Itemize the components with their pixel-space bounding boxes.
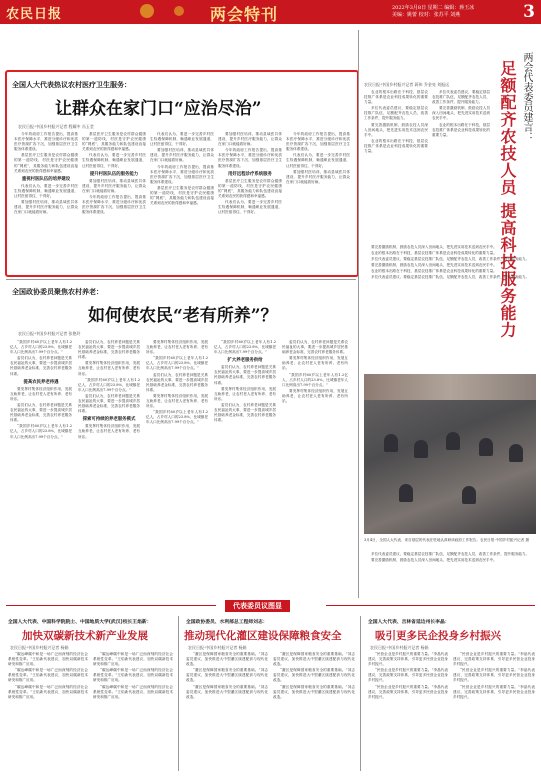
paragraph: 要完善激励机制，鼓励农技人员深入田间地头，把先进实用技术送到农民手中。	[364, 122, 428, 137]
paragraph: “民营企业是乡村振兴的重要力量。”李晶代表建议，完善政策支持体系，引导更多民营企业投身乡村振兴。	[453, 684, 535, 699]
page-number: 3	[523, 2, 535, 22]
paragraph: “我国乡村60岁以上老年人有1.2亿人，占乡村人口的23.8%，比城镇老年人口比例高出7.99个百分点。”	[10, 340, 72, 355]
bottom2-headline: 推动现代化灌区建设保障粮食安全	[184, 630, 342, 642]
article3-headline: 足额配齐农技人员 提高科技服务能力	[498, 60, 517, 339]
bottom3-kicker: 全国人大代表、吉林省延边州长李晶：	[368, 620, 450, 625]
newspaper-logo: 农民日报	[6, 7, 63, 22]
paragraph: 要发挥村集体经济组织作用，发展互助养老，让农村老人老有所养、老有所乐。	[282, 356, 348, 371]
paragraph: “碳达峰碳中和是一场广泛而深刻的经济社会系统性变革。”王焰新代表建议，加快双碳新技术研发和推广应用。	[93, 668, 173, 683]
band-rule	[326, 605, 535, 606]
header-meta	[392, 5, 504, 19]
bottom3-column	[453, 652, 535, 770]
bottom2-column	[273, 652, 355, 770]
paragraph: 要发挥村集体经济组织作用，发展互助养老，让农村老人老有所养、老有所乐。	[282, 388, 348, 404]
paragraph: “灌区是保障国家粮食安全的重要基础。”刘志委员建议，加快推进大中型灌区续建配套与现代化改造。	[273, 652, 355, 667]
paragraph: 要加强村医培训，推动县域医共体建设，提升乡村医疗服务能力，让群众在家门口就能看好病。	[150, 148, 214, 163]
subheading: 探索可持续的养老服务模式	[82, 417, 136, 423]
bottom1-byline: 农民日报·中国乡村振兴记者 杨娟	[10, 645, 69, 650]
bottom3-byline: 农民日报·中国乡村振兴记者 杨娟	[370, 645, 429, 650]
paragraph: “碳达峰碳中和是一场广泛而深刻的经济社会系统性变革。”王焰新代表建议，加快双碳新技术研发和推广应用。	[8, 652, 88, 667]
flower-ornament-icon	[174, 6, 184, 16]
bottom1-headline: 加快双碳新技术新产业发展	[22, 630, 148, 642]
article2-column	[146, 340, 208, 595]
paragraph: 今年的政府工作报告提出，提高基本医疗保障水平，推进分级诊疗和优质医疗资源扩容下沉，加强基层医疗卫生服务体系建设。	[218, 148, 282, 168]
paragraph: 基层医疗卫生服务是农村群众健康的第一道防线，村医是守护农民健康的“网底”，其服务能力和队伍建设直接关系到农民的获得感和幸福感。	[150, 185, 214, 206]
paragraph: “我国乡村60岁以上老年人有1.2亿人，占乡村人口的23.8%，比城镇老年人口比例高出7.99个百分点。”	[214, 340, 276, 355]
paragraph: 要发挥村集体经济组织作用，发展互助养老，让农村老人老有所养、老有所乐。	[10, 386, 72, 401]
paragraph: 今年的政府工作报告提出，提高基本医疗保障水平，推进分级诊疗和优质医疗资源扩容下沉，加强基层医疗卫生服务体系建设。	[150, 164, 214, 184]
article1-column	[82, 132, 146, 266]
article3-column	[364, 90, 428, 240]
photo-figure	[509, 444, 523, 462]
paragraph: 委员们认为，农村养老问题是关系农民福祉的大事，要进一步提高城乡居民基础养老金标准，完善农村养老服务体系。	[282, 340, 348, 355]
article2-column	[78, 340, 140, 595]
paragraph: “民营企业是乡村振兴的重要力量。”李晶代表建议，完善政策支持体系，引导更多民营企业投身乡村振兴。	[368, 668, 448, 683]
article1-column	[150, 132, 214, 266]
article1-byline: 农民日报·中国乡村振兴记者 程耀中 冯玉莹	[18, 124, 94, 129]
bottom2-byline: 农民日报·中国乡村振兴记者 杨娟	[188, 645, 247, 650]
article1-column	[14, 132, 78, 266]
paragraph: “灌区是保障国家粮食安全的重要基础。”刘志委员建议，加快推进大中型灌区续建配套与现代化改造。	[273, 668, 355, 683]
article3-kicker: 两会代表委员建言：	[521, 52, 532, 142]
divider	[6, 279, 356, 280]
photo-figure	[399, 484, 413, 502]
paragraph: “民营企业是乡村振兴的重要力量。”李晶代表建议，完善政策支持体系，引导更多民营企业投身乡村振兴。	[368, 684, 448, 699]
paragraph: 多位代表委员建议，要稳定基层农技推广队伍，足额配齐农技人员，改善工作条件，提升服务能力。	[432, 90, 490, 105]
paragraph: 要完善激励机制，鼓励农技人员深入田间地头，把先进实用技术送到农民手中。	[432, 106, 490, 121]
bottom1-column	[93, 652, 173, 770]
paragraph: 要加强村医培训，推动县域医共体建设，提升乡村医疗服务能力，让群众在家门口就能看好病。	[286, 169, 350, 184]
paragraph: 要完善激励机制，鼓励农技人员深入田间地头，把先进实用技术送到农民手中。	[371, 558, 497, 563]
paragraph: 多位代表委员建议，要稳定基层农技推广队伍，足额配齐农技人员，改善工作条件，提升服务能力。	[371, 552, 530, 556]
divider	[360, 616, 361, 771]
paragraph: “民营企业是乡村振兴的重要力量。”李晶代表建议，完善政策支持体系，引导更多民营企业投身乡村振兴。	[453, 668, 535, 683]
paragraph: “我国乡村60岁以上老年人有1.2亿人，占乡村人口的23.8%，比城镇老年人口比例高出7.99个百分点。”	[78, 377, 140, 392]
photo-figure	[479, 438, 493, 456]
article2-byline: 农民日报·中国乡村振兴记者 张艳玲	[18, 331, 81, 336]
paragraph: “碳达峰碳中和是一场广泛而深刻的经济社会系统性变革。”王焰新代表建议，加快双碳新技术研发和推广应用。	[8, 684, 88, 699]
paragraph: 委员们认为，农村养老问题是关系农民福祉的大事，要进一步提高城乡居民基础养老金标准，完善农村养老服务体系。	[78, 393, 140, 414]
paragraph: 要发挥村集体经济组织作用，发展互助养老，让农村老人老有所养、老有所乐。	[78, 424, 140, 439]
article3-byline: 农民日报·中国乡村振兴记者 蒋伟 乔金亮 刘振远	[364, 82, 450, 87]
paragraph: 委员们认为，农村养老问题是关系农民福祉的大事，要进一步提高城乡居民基础养老金标准，完善农村养老服务体系。	[78, 340, 140, 360]
article3-column	[432, 90, 490, 240]
article2-column	[10, 340, 72, 595]
article1-kicker: 全国人大代表热议农村医疗卫生服务：	[12, 81, 131, 89]
bottom3-headline: 吸引更多民企投身乡村振兴	[375, 630, 501, 642]
bottom1-kicker: 全国人大代表、中国科学院院士、中国地质大学(武汉)校长王焰新：	[8, 620, 152, 625]
paragraph: 要发挥村集体经济组织作用，发展互助养老，让农村老人老有所养、老有所乐。	[146, 340, 208, 355]
photo-figure	[446, 432, 460, 450]
paragraph: 要完善激励机制，鼓励农技人员深入田间地头，把先进实用技术送到农民手中。	[371, 263, 497, 268]
photo-backdrop	[364, 374, 536, 400]
bottom2-kicker: 全国政协委员、水利部总工程师刘志：	[186, 620, 268, 625]
article1-column	[218, 132, 282, 266]
paragraph: “灌区是保障国家粮食安全的重要基础。”刘志委员建议，加快推进大中型灌区续建配套与现代化改造。	[186, 684, 268, 699]
article2-headline: 如何使农民“老有所养”？	[88, 306, 278, 326]
paragraph: 要完善激励机制，鼓励农技人员深入田间地头，把先进实用技术送到农民手中。	[371, 245, 497, 249]
paragraph: 农业的根本出路在于科技，基层农技推广体系是农业科技成果转化的重要力量。	[371, 251, 497, 256]
header-meta-line: 2022年3月8日 星期二 编辑：蒋玉冰	[392, 5, 475, 11]
subheading: 用好远程诊疗系统服务	[228, 171, 272, 177]
divider	[358, 30, 359, 598]
paragraph: “灌区是保障国家粮食安全的重要基础。”刘志委员建议，加快推进大中型灌区续建配套与现代化改造。	[186, 668, 268, 683]
paragraph: 代表们认为，要进一步完善乡村医生待遇保障机制，畅通职业发展通道，让村医留得住、干得好。	[218, 200, 282, 215]
subheading: 扩大养老服务供给	[227, 358, 263, 364]
paragraph: 委员们认为，农村养老问题是关系农民福祉的大事，要进一步提高城乡居民基础养老金标准，完善农村养老服务体系。	[214, 365, 276, 385]
paragraph: 今年的政府工作报告提出，提高基本医疗保障水平，推进分级诊疗和优质医疗资源扩容下沉，加强基层医疗卫生服务体系建设。	[14, 132, 78, 152]
paragraph: 多位代表委员建议，要稳定基层农技推广队伍，足额配齐农技人员，改善工作条件，提升服务能力。	[371, 257, 530, 262]
bottom2-column	[186, 652, 268, 770]
band-rule	[6, 605, 216, 606]
paragraph: 委员们认为，农村养老问题是关系农民福祉的大事，要进一步提高城乡居民基础养老金标准，完善农村养老服务体系。	[10, 402, 72, 423]
flower-ornament-icon	[140, 4, 154, 18]
paragraph: “碳达峰碳中和是一场广泛而深刻的经济社会系统性变革。”王焰新代表建议，加快双碳新技术研发和推广应用。	[8, 668, 88, 683]
paragraph: 要加强村医培训，推动县域医共体建设，提升乡村医疗服务能力，让群众在家门口就能看好病。	[218, 132, 282, 147]
article2-column	[214, 340, 276, 595]
paragraph: “灌区是保障国家粮食安全的重要基础。”刘志委员建议，加快推进大中型灌区续建配套与现代化改造。	[273, 684, 355, 699]
section-title: 两会特刊	[210, 5, 279, 24]
photo-figure	[414, 440, 428, 458]
paragraph: 要加强村医培训，推动县域医共体建设，提升乡村医疗服务能力，让群众在家门口就能看好病。	[14, 200, 78, 215]
paragraph: 基层医疗卫生服务是农村群众健康的第一道防线，村医是守护农民健康的“网底”，其服务能力和队伍建设直接关系到农民的获得感和幸福感。	[14, 153, 78, 173]
paragraph: 代表们认为，要进一步完善乡村医生待遇保障机制，畅通职业发展通道，让村医留得住、干得好。	[150, 132, 214, 147]
paragraph: “我国乡村60岁以上老年人有1.2亿人，占乡村人口的23.8%，比城镇老年人口比例高出7.99个百分点。”	[282, 372, 348, 387]
paragraph: 要发挥村集体经济组织作用，发展互助养老，让农村老人老有所养、老有所乐。	[214, 386, 276, 401]
divider	[178, 616, 179, 771]
subheading: 重视村医队伍的培养建设	[21, 176, 71, 182]
section-band	[0, 600, 541, 610]
paragraph: 农业的根本出路在于科技，基层农技推广体系是农业科技成果转化的重要力量。	[364, 90, 428, 105]
paragraph: 要发挥村集体经济组织作用，发展互助养老，让农村老人老有所养、老有所乐。	[146, 393, 208, 409]
paragraph: 农业的根本出路在于科技，基层农技推广体系是农业科技成果转化的重要力量。	[371, 269, 497, 274]
paragraph: 今年的政府工作报告提出，提高基本医疗保障水平，推进分级诊疗和优质医疗资源扩容下沉，加强基层医疗卫生服务体系建设。	[286, 132, 350, 152]
paragraph: “碳达峰碳中和是一场广泛而深刻的经济社会系统性变革。”王焰新代表建议，加快双碳新技术研发和推广应用。	[93, 684, 173, 699]
article2-kicker: 全国政协委员聚焦农村养老：	[12, 288, 103, 296]
paragraph: “我国乡村60岁以上老年人有1.2亿人，占乡村人口的23.8%，比城镇老年人口比例高出7.99个百分点。”	[146, 356, 208, 371]
paragraph: 代表们认为，要进一步完善乡村医生待遇保障机制，畅通职业发展通道，让村医留得住、干得好。	[14, 183, 78, 198]
paragraph: 多位代表委员建议，要稳定基层农技推广队伍，足额配齐农技人员，改善工作条件，提升服务能力。	[364, 106, 428, 121]
paragraph: 多位代表委员建议，要稳定基层农技推广队伍，足额配齐农技人员，改善工作条件，提升服务能力。	[371, 275, 530, 280]
paragraph: “民营企业是乡村振兴的重要力量。”李晶代表建议，完善政策支持体系，引导更多民营企业投身乡村振兴。	[368, 652, 448, 667]
article2-column	[282, 340, 348, 595]
paragraph: “我国乡村60岁以上老年人有1.2亿人，占乡村人口的23.8%，比城镇老年人口比例高出7.99个百分点。”	[146, 410, 208, 425]
subheading: 提升村医队伍的服务能力	[89, 171, 139, 177]
paragraph: 委员们认为，农村养老问题是关系农民福祉的大事，要进一步提高城乡居民基础养老金标准，完善农村养老服务体系。	[146, 372, 208, 392]
photo-caption: 3月4日，全国人大代表、来自基层的代表在驻地认真研读政府工作报告。农民日报·中国乡村振兴记者 摄	[364, 538, 529, 542]
photo-figure	[462, 486, 476, 504]
paragraph: 委员们认为，农村养老问题是关系农民福祉的大事，要进一步提高城乡居民基础养老金标准，完善农村养老服务体系。	[10, 356, 72, 376]
paragraph: 要发挥村集体经济组织作用，发展互助养老，让农村老人老有所养、老有所乐。	[78, 361, 140, 376]
paragraph: “碳达峰碳中和是一场广泛而深刻的经济社会系统性变革。”王焰新代表建议，加快双碳新技术研发和推广应用。	[93, 652, 173, 667]
paragraph: “我国乡村60岁以上老年人有1.2亿人，占乡村人口的23.8%，比城镇老年人口比例高出7.99个百分点。”	[10, 424, 72, 439]
article3-column	[364, 552, 536, 596]
paragraph: 代表们认为，要进一步完善乡村医生待遇保障机制，畅通职业发展通道，让村医留得住、干得好。	[82, 153, 146, 168]
paragraph: 基层医疗卫生服务是农村群众健康的第一道防线，村医是守护农民健康的“网底”，其服务能力和队伍建设直接关系到农民的获得感和幸福感。	[82, 132, 146, 152]
bottom3-column	[368, 652, 448, 770]
paragraph: “民营企业是乡村振兴的重要力量。”李晶代表建议，完善政策支持体系，引导更多民营企业投身乡村振兴。	[453, 652, 535, 667]
paragraph: 农业的根本出路在于科技，基层农技推广体系是农业科技成果转化的重要力量。	[364, 138, 428, 154]
subheading: 提高农民养老待遇	[23, 379, 59, 385]
article3-column	[364, 245, 536, 370]
paragraph: 基层医疗卫生服务是农村群众健康的第一道防线，村医是守护农民健康的“网底”，其服务能力和队伍建设直接关系到农民的获得感和幸福感。	[218, 178, 282, 198]
paragraph: 要加强村医培训，推动县域医共体建设，提升乡村医疗服务能力，让群众在家门口就能看好病。	[82, 178, 146, 193]
article1-headline: 让群众在家门口“应治尽治”	[55, 99, 262, 119]
paragraph: 农业的根本出路在于科技，基层农技推广体系是农业科技成果转化的重要力量。	[432, 122, 490, 137]
paragraph: “灌区是保障国家粮食安全的重要基础。”刘志委员建议，加快推进大中型灌区续建配套与现代化改造。	[186, 652, 268, 667]
article1-column	[286, 132, 350, 266]
band-label: 代表委员议图显	[225, 600, 290, 612]
paragraph: 今年的政府工作报告提出，提高基本医疗保障水平，推进分级诊疗和优质医疗资源扩容下沉，加强基层医疗卫生服务体系建设。	[82, 194, 146, 215]
paragraph: 委员们认为，农村养老问题是关系农民福祉的大事，要进一步提高城乡居民基础养老金标准，完善农村养老服务体系。	[214, 402, 276, 423]
paragraph: 代表们认为，要进一步完善乡村医生待遇保障机制，畅通职业发展通道，让村医留得住、干得好。	[286, 153, 350, 168]
meeting-photo	[364, 374, 536, 534]
photo-figure	[384, 434, 398, 452]
masthead	[0, 0, 541, 24]
header-meta-line: 美编：姚蕾 校对：张苏平 刘燕	[392, 12, 461, 18]
bottom1-column	[8, 652, 88, 770]
